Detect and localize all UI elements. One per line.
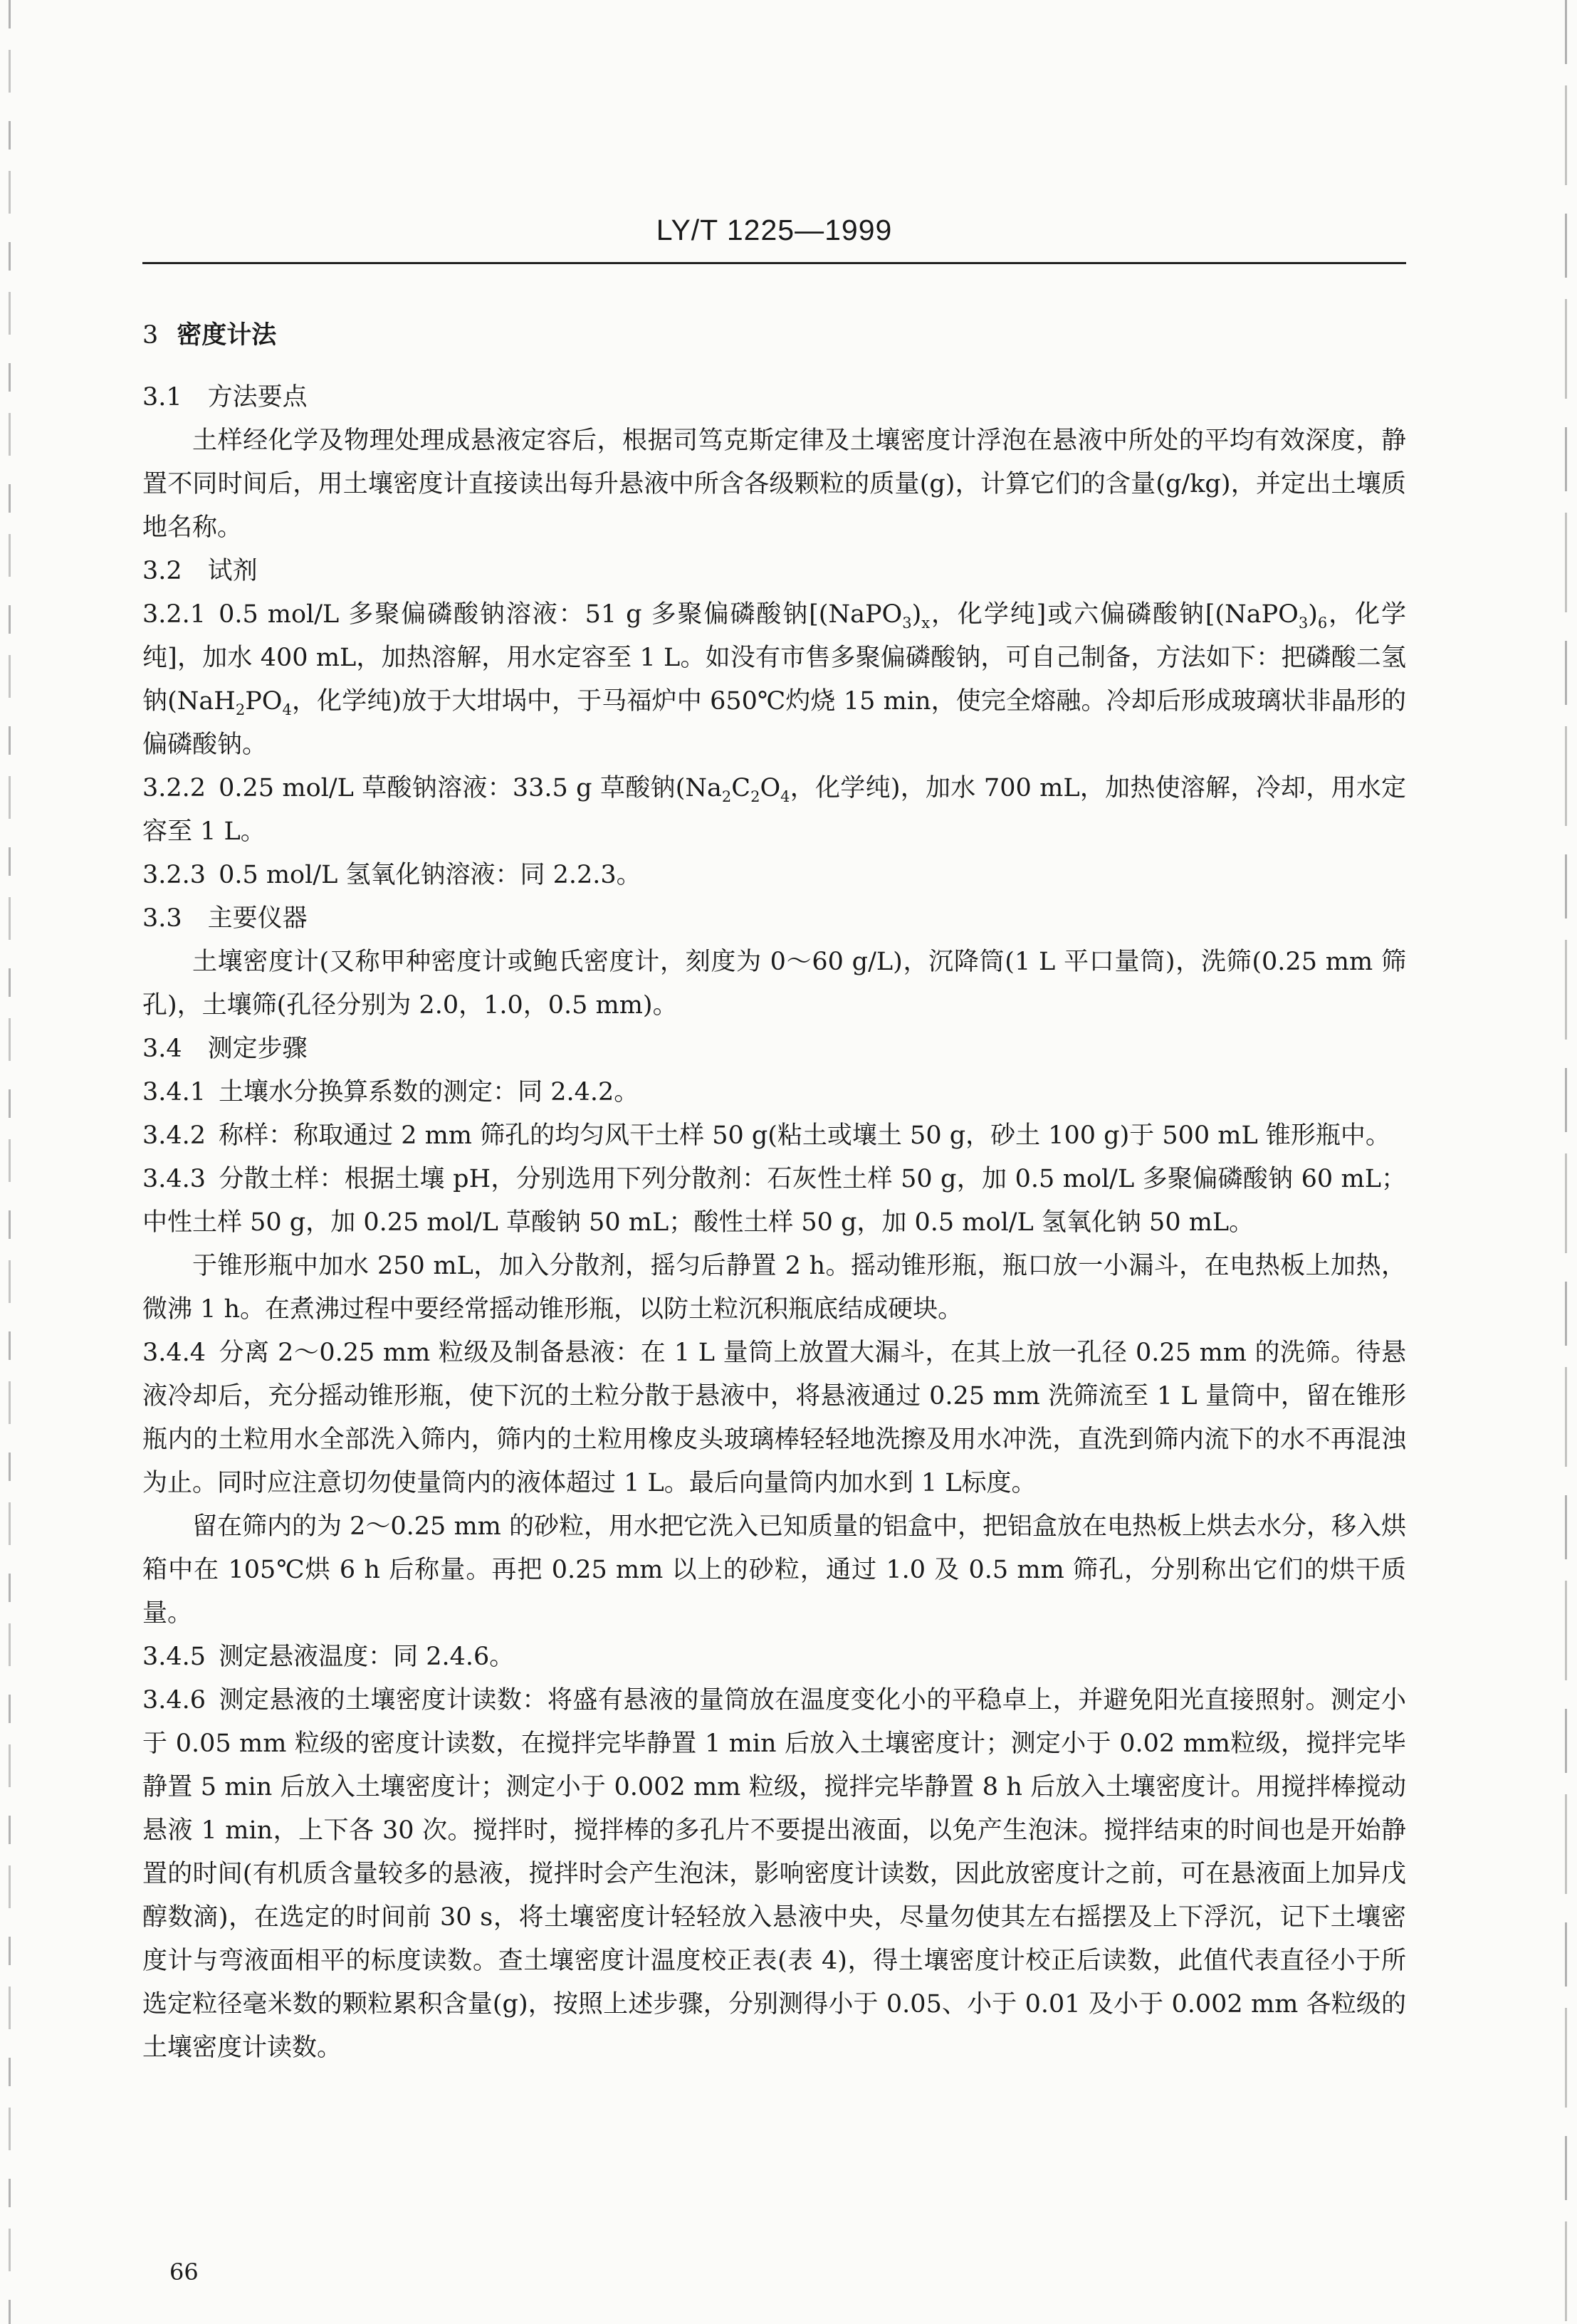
subsection-heading-3-1: 3.1 方法要点 [142,383,308,412]
clause-3-4-1: 3.4.1 土壤水分换算系数的测定：同 2.4.2。 [142,1078,639,1106]
paragraph-3-1: 土样经化学及物理处理成悬液定容后，根据司笃克斯定律及土壤密度计浮泡在悬液中所处的平均有效深度，静置不同时间后，用土壤密度计直接读出每升悬液中所含各级颗粒的质量(g)，计算它们的含量(g/kg)，并定出土壤质地名称。 [142,426,1406,542]
clause-3-4-5: 3.4.5 测定悬液温度：同 2.4.6。 [142,1643,515,1671]
scan-edge-left [9,0,11,2324]
page-number: 66 [169,2258,199,2286]
paragraph-3-3: 土壤密度计(又称甲种密度计或鲍氏密度计，刻度为 0～60 g/L)，沉降筒(1 L 平口量筒)，洗筛(0.25 mm 筛孔)，土壤筛(孔径分别为 2.0，1.0，0.5 mm)。 [142,948,1406,1020]
running-header: LY/T 1225—1999 [656,214,893,246]
clause-3-2-1: 3.2.1 0.5 mol/L 多聚偏磷酸钠溶液：51 g 多聚偏磷酸钠[$(NaPO_3)_x$，化学纯]或六偏磷酸钠[$(NaPO_3)_6$，化学纯]，加水 400 mL，加热溶解，用水定容至 1 L。如没有市售多聚偏磷酸钠，可自己制备，方法如下：把磷酸二氢钠($NaH_2PO_4$，化学纯)放于大坩埚中，于马福炉中 650℃灼烧 15 min，使完全熔融。冷却后形成玻璃状非晶形的偏磷酸钠。 [142,600,1407,759]
clause-3-4-4: 3.4.4 分离 2～0.25 mm 粒级及制备悬液：在 1 L 量筒上放置大漏斗，在其上放一孔径 0.25 mm 的洗筛。待悬液冷却后，充分摇动锥形瓶，使下沉的土粒分散于悬液中，将悬液通过 0.25 mm 洗筛流至 1 L 量筒中，留在锥形瓶内的土粒用水全部洗入筛内，筛内的土粒用橡皮头玻璃棒轻轻地洗擦及用水冲洗，直洗到筛内流下的水不再混浊为止。同时应注意切勿使量筒内的液体超过 1 L。最后向量筒内加水到 1 L标度。 [142,1339,1406,1497]
document-body [142,313,1406,2070]
subsection-heading-3-2: 3.2 试剂 [142,557,258,585]
header-rule [142,262,1406,264]
subsection-heading-3-4: 3.4 测定步骤 [142,1035,308,1063]
paragraph-3-4-4-cont: 留在筛内的为 2～0.25 mm 的砂粒，用水把它洗入已知质量的铝盒中，把铝盒放在电热板上烘去水分，移入烘箱中在 105℃烘 6 h 后称量。再把 0.25 mm 以上的砂粒，通过 1.0 及 0.5 mm 筛孔，分别称出它们的烘干质量。 [142,1512,1406,1628]
clause-3-4-3: 3.4.3 分散土样：根据土壤 pH，分别选用下列分散剂：石灰性土样 50 g，加 0.5 mol/L 多聚偏磷酸钠 60 mL；中性土样 50 g，加 0.25 mol/L 草酸钠 50 mL；酸性土样 50 g，加 0.5 mol/L 氢氧化钠 50 mL。 [142,1165,1406,1237]
clause-3-2-2: 3.2.2 0.25 mol/L 草酸钠溶液：33.5 g 草酸钠($Na_2C_2O_4$，化学纯)，加水 700 mL，加热使溶解，冷却，用水定容至 1 L。 [142,774,1406,846]
section-heading: 3 密度计法 [142,320,277,350]
paragraph-3-4-3-cont: 于锥形瓶中加水 250 mL，加入分散剂，摇匀后静置 2 h。摇动锥形瓶，瓶口放一小漏斗，在电热板上加热，微沸 1 h。在煮沸过程中要经常摇动锥形瓶，以防土粒沉积瓶底结成硬块。 [142,1252,1406,1324]
clause-3-4-6: 3.4.6 测定悬液的土壤密度计读数：将盛有悬液的量筒放在温度变化小的平稳卓上，并避免阳光直接照射。测定小于 0.05 mm 粒级的密度计读数，在搅拌完毕静置 1 min 后放入土壤密度计；测定小于 0.02 mm粒级，搅拌完毕静置 5 min 后放入土壤密度计；测定小于 0.002 mm 粒级，搅拌完毕静置 8 h 后放入土壤密度计。用搅拌棒搅动悬液 1 min，上下各 30 次。搅拌时，搅拌棒的多孔片不要提出液面，以免产生泡沫。搅拌结束的时间也是开始静置的时间(有机质含量较多的悬液，搅拌时会产生泡沫，影响密度计读数，因此放密度计之前，可在悬液面上加异戊醇数滴)，在选定的时间前 30 s，将土壤密度计轻轻放入悬液中央，尽量勿使其左右摇摆及上下浮沉，记下土壤密度计与弯液面相平的标度读数。查土壤密度计温度校正表(表 4)，得土壤密度计校正后读数，此值代表直径小于所选定粒径毫米数的颗粒累积含量(g)，按照上述步骤，分别测得小于 0.05、小于 0.01 及小于 0.002 mm 各粒级的土壤密度计读数。 [142,1686,1406,2062]
subsection-heading-3-3: 3.3 主要仪器 [142,904,308,933]
clause-3-2-3: 3.2.3 0.5 mol/L 氢氧化钠溶液：同 2.2.3。 [142,861,641,889]
scan-edge-right [1565,0,1567,2324]
clause-3-4-2: 3.4.2 称样：称取通过 2 mm 筛孔的均匀风干土样 50 g(粘土或壤土 50 g，砂土 100 g)于 500 mL 锥形瓶中。 [142,1121,1390,1150]
